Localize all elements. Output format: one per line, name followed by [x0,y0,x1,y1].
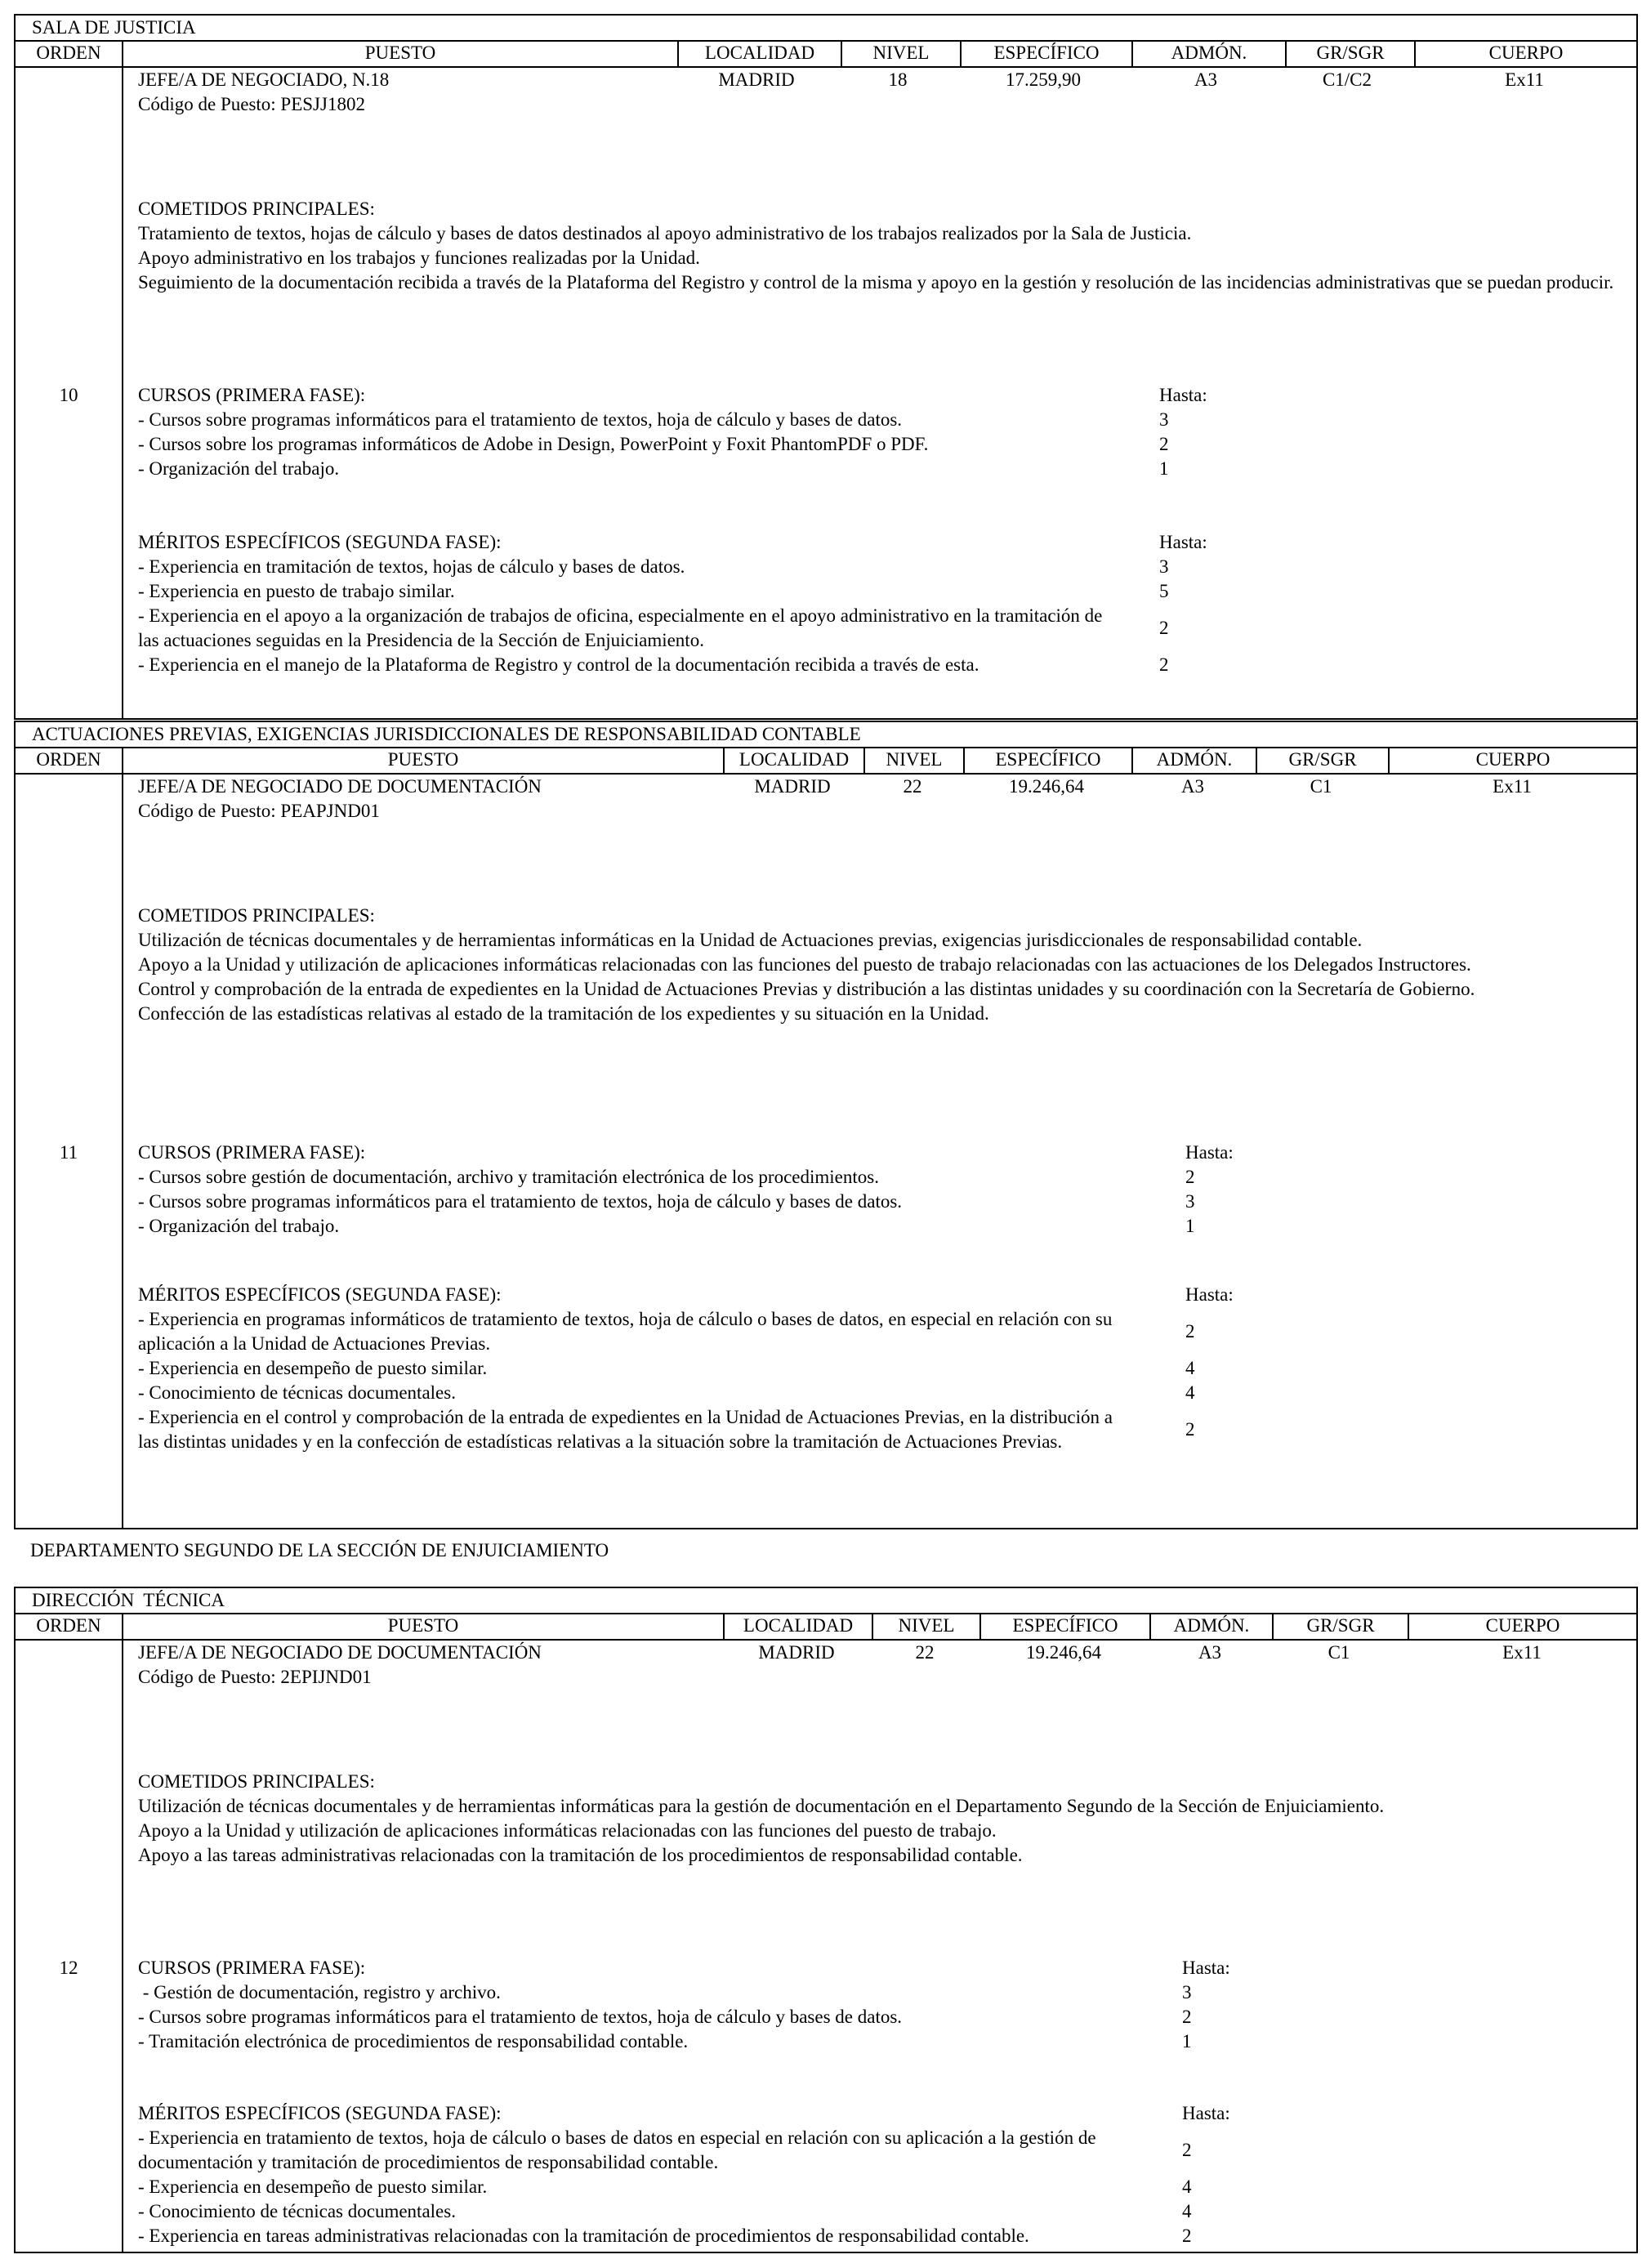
curso-points: 3 [1185,1191,1195,1212]
admon-value: A3 [1198,1642,1222,1663]
puesto-title: JEFE/A DE NEGOCIADO DE DOCUMENTACIÓN [138,776,542,797]
col-cuerpo-header: CUERPO [1475,749,1551,770]
curso-points: 1 [1159,458,1169,479]
merito-points: 2 [1182,2140,1192,2160]
column-header-row [16,1614,1636,1641]
col-nivel-header: NIVEL [865,748,965,773]
grupo-value: C1 [1327,1642,1350,1663]
job-body [16,68,1636,718]
localidad-value: MADRID [718,69,795,90]
job-block-direccion-tecnica [14,1587,1638,2253]
hasta-label: Hasta: [1185,1284,1234,1305]
curso-points: 3 [1182,1982,1192,2002]
job-content [123,68,1636,718]
cometido-item: Control y comprobación de la entrada de expedientes en la Unidad de Actuaciones Previas y distribución a las distintas unidades y su coordinación con la Secretaría de Gobierno. [138,979,1475,999]
unit-title: ACTUACIONES PREVIAS, EXIGENCIAS JURISDICCIONALES DE RESPONSABILIDAD CONTABLE [16,722,1636,748]
meritos-title: MÉRITOS ESPECÍFICOS (SEGUNDA FASE): [138,532,502,552]
admon-value: A3 [1180,776,1205,797]
merito-points: 2 [1159,618,1169,638]
curso-item: - Cursos sobre programas informáticos para el tratamiento de textos, hoja de cálculo y bases de datos. [138,2007,903,2027]
codigo-puesto: Código de Puesto: PESJJ1802 [138,94,365,114]
cometidos-section [138,904,1622,1026]
puesto-title: JEFE/A DE NEGOCIADO, N.18 [138,69,390,90]
merito-item: - Conocimiento de técnicas documentales. [138,1382,456,1403]
merito-points: 4 [1182,2201,1192,2221]
merito-points: 2 [1159,654,1169,675]
cuerpo-value: Ex11 [1502,1642,1542,1663]
merito-item: - Conocimiento de técnicas documentales. [138,2201,456,2221]
cometidos-section [138,197,1622,295]
cometido-item: Seguimiento de la documentación recibida a través de la Plataforma del Registro y control de la misma y apoyo en la gestión y resolución de las incidencias administrativas que se puedan producir. [138,272,1614,292]
col-localidad-header: LOCALIDAD [725,1614,873,1639]
unit-title: SALA DE JUSTICIA [16,16,1636,42]
merito-item: - Experiencia en puesto de trabajo similar. [138,581,455,601]
col-admon-header: ADMÓN. [1133,748,1257,773]
codigo-puesto: Código de Puesto: PEAPJND01 [138,801,380,821]
merito-item: - Experiencia en tramitación de textos, hojas de cálculo y bases de datos. [138,556,685,577]
job-content [123,1641,1636,2252]
unit-title: DIRECCIÓN TÉCNICA [16,1588,1636,1614]
merito-item: - Experiencia en el manejo de la Plataforma de Registro y control de la documentación recibida a través de esta. [138,654,979,675]
hasta-label: Hasta: [1182,2103,1230,2123]
nivel-value: 22 [915,1642,935,1663]
col-admon-header: ADMÓN. [1133,42,1287,66]
cursos-title: CURSOS (PRIMERA FASE): [138,385,366,405]
orden-cell [16,775,123,1528]
hasta-label: Hasta: [1159,532,1207,552]
department-heading: DEPARTAMENTO SEGUNDO DE LA SECCIÓN DE ENJUICIAMIENTO [30,1540,609,1560]
job-summary-row [123,68,1636,92]
meritos-title: MÉRITOS ESPECÍFICOS (SEGUNDA FASE): [138,1284,502,1305]
merito-points: 3 [1159,556,1169,577]
cursos-section [138,383,1622,481]
col-especifico-header: ESPECÍFICO [962,42,1133,66]
col-orden-header: ORDEN [16,42,123,66]
cometido-item: Tratamiento de textos, hojas de cálculo y bases de datos destinados al apoyo administrativo de los trabajos realizados por la Sala de Justicia. [138,223,1192,243]
curso-item: - Organización del trabajo. [138,1216,340,1236]
cometido-item: Confección de las estadísticas relativas al estado de la tramitación de los expedientes y su situación en la Unidad. [138,1003,989,1024]
col-puesto-header: PUESTO [123,42,679,66]
nivel-value: 22 [903,776,922,797]
curso-points: 3 [1159,409,1169,430]
cometidos-title: COMETIDOS PRINCIPALES: [138,905,375,926]
curso-item: - Gestión de documentación, registro y archivo. [138,1982,501,2002]
col-nivel-header: NIVEL [842,42,962,66]
cometidos-title: COMETIDOS PRINCIPALES: [138,1771,375,1792]
cuerpo-value: Ex11 [1505,69,1544,90]
col-nivel-header: NIVEL [873,1614,981,1639]
col-puesto-header: PUESTO [123,1614,725,1639]
especifico-value: 19.246,64 [1026,1642,1101,1663]
merito-item: - Experiencia en tareas administrativas relacionadas con la tramitación de procedimientos de responsabilidad contable. [138,2226,1029,2246]
job-summary-row [123,775,1636,799]
column-header-row [16,748,1636,775]
curso-item: - Cursos sobre los programas informáticos de Adobe in Design, PowerPoint y Foxit PhantomPDF o PDF. [138,434,929,454]
especifico-value: 17.259,90 [1006,69,1081,90]
orden-number: 12 [59,1958,78,1978]
col-grupo-header: GR/SGR [1274,1614,1409,1639]
cometido-item: Utilización de técnicas documentales y de herramientas informáticas para la gestión de documentación en el Departamento Segundo de la Sección de Enjuiciamiento. [138,1796,1385,1816]
hasta-label: Hasta: [1182,1958,1230,1978]
merito-points: 2 [1185,1419,1195,1440]
orden-cell [16,68,123,718]
merito-item: - Experiencia en tratamiento de textos, hoja de cálculo o bases de datos en especial en relación con su aplicación a la gestión de documentación y tramitación de procedimientos de responsabilidad contable. [138,2127,1096,2172]
merito-points: 4 [1182,2176,1192,2197]
merito-points: 2 [1182,2226,1192,2246]
nivel-value: 18 [888,69,908,90]
merito-points: 4 [1185,1382,1195,1403]
merito-item: - Experiencia en programas informáticos de tratamiento de textos, hoja de cálculo o bases de datos, en especial en relación con su aplicación a la Unidad de Actuaciones Previas. [138,1309,1113,1354]
cometido-item: Apoyo administrativo en los trabajos y funciones realizadas por la Unidad. [138,248,700,268]
col-orden-header: ORDEN [16,748,123,773]
merito-item: - Experiencia en el apoyo a la organización de trabajos de oficina, especialmente en el apoyo administrativo en la tramitación de las actuaciones seguidas en la Presidencia de la Sección de Enjuiciamiento. [138,605,1103,650]
merito-points: 4 [1185,1358,1195,1378]
meritos-section [138,1283,1622,1454]
codigo-puesto: Código de Puesto: 2EPIJND01 [138,1667,372,1687]
meritos-section [138,530,1622,677]
curso-points: 2 [1185,1167,1195,1187]
cometidos-section [138,1770,1622,1868]
cuerpo-value: Ex11 [1493,776,1532,797]
admon-value: A3 [1194,69,1218,90]
orden-number: 11 [59,1142,78,1163]
col-localidad-header: LOCALIDAD [725,748,865,773]
meritos-title: MÉRITOS ESPECÍFICOS (SEGUNDA FASE): [138,2103,502,2123]
job-block-sala-justicia [14,14,1638,720]
orden-cell [16,1641,123,2252]
curso-item: - Cursos sobre programas informáticos para el tratamiento de textos, hoja de cálculo y bases de datos. [138,1191,903,1212]
localidad-value: MADRID [754,776,831,797]
especifico-value: 19.246,64 [1009,776,1084,797]
col-cuerpo-header: CUERPO [1488,42,1564,63]
grupo-value: C1/C2 [1322,69,1372,90]
cometido-item: Apoyo a las tareas administrativas relacionadas con la tramitación de los procedimientos de responsabilidad contable. [138,1845,1023,1865]
job-content [123,775,1636,1528]
cometido-item: Apoyo a la Unidad y utilización de aplicaciones informáticas relacionadas con las funciones del puesto de trabajo. [138,1820,997,1841]
cursos-section [138,1956,1622,2054]
orden-number: 10 [59,385,78,405]
merito-item: - Experiencia en desempeño de puesto similar. [138,1358,488,1378]
cometido-item: Utilización de técnicas documentales y de herramientas informáticas en la Unidad de Actuaciones previas, exigencias jurisdiccionales de responsabilidad contable. [138,930,1363,950]
merito-points: 2 [1185,1321,1195,1342]
puesto-title: JEFE/A DE NEGOCIADO DE DOCUMENTACIÓN [138,1642,542,1663]
localidad-value: MADRID [758,1642,835,1663]
cometidos-title: COMETIDOS PRINCIPALES: [138,199,375,219]
merito-item: - Experiencia en desempeño de puesto similar. [138,2176,488,2197]
meritos-section [138,2101,1622,2248]
curso-points: 1 [1182,2031,1192,2051]
cometido-item: Apoyo a la Unidad y utilización de aplicaciones informáticas relacionadas con las funciones del puesto de trabajo relacionadas con las actuaciones de los Delegados Instructores. [138,954,1471,975]
curso-item: - Cursos sobre programas informáticos para el tratamiento de textos, hoja de cálculo y bases de datos. [138,409,903,430]
job-body [16,1641,1636,2252]
merito-item: - Experiencia en el control y comprobación de la entrada de expedientes en la Unidad de Actuaciones Previas, en la distribución a las distintas unidades y en la confección de estadísticas relativas a la situación sobre la tramitación de Actuaciones Previas. [138,1407,1113,1452]
job-block-actuaciones-previas [14,721,1638,1529]
col-especifico-header: ESPECÍFICO [965,748,1133,773]
job-summary-row [123,1641,1636,1665]
cursos-title: CURSOS (PRIMERA FASE): [138,1958,366,1978]
grupo-value: C1 [1310,776,1332,797]
col-orden-header: ORDEN [16,1614,123,1639]
curso-points: 2 [1159,434,1169,454]
cursos-title: CURSOS (PRIMERA FASE): [138,1142,366,1163]
curso-item: - Tramitación electrónica de procedimientos de responsabilidad contable. [138,2031,689,2051]
col-puesto-header: PUESTO [123,748,725,773]
curso-item: - Cursos sobre gestión de documentación, archivo y tramitación electrónica de los procedimientos. [138,1167,879,1187]
curso-points: 2 [1182,2007,1192,2027]
job-body [16,775,1636,1528]
column-header-row [16,42,1636,68]
col-grupo-header: GR/SGR [1287,42,1416,66]
col-admon-header: ADMÓN. [1151,1614,1274,1639]
col-localidad-header: LOCALIDAD [679,42,842,66]
merito-points: 5 [1159,581,1169,601]
hasta-label: Hasta: [1185,1142,1234,1163]
curso-points: 1 [1185,1216,1195,1236]
col-cuerpo-header: CUERPO [1485,1615,1560,1636]
curso-item: - Organización del trabajo. [138,458,340,479]
cursos-section [138,1141,1622,1239]
col-grupo-header: GR/SGR [1257,748,1390,773]
hasta-label: Hasta: [1159,385,1207,405]
col-especifico-header: ESPECÍFICO [981,1614,1151,1639]
